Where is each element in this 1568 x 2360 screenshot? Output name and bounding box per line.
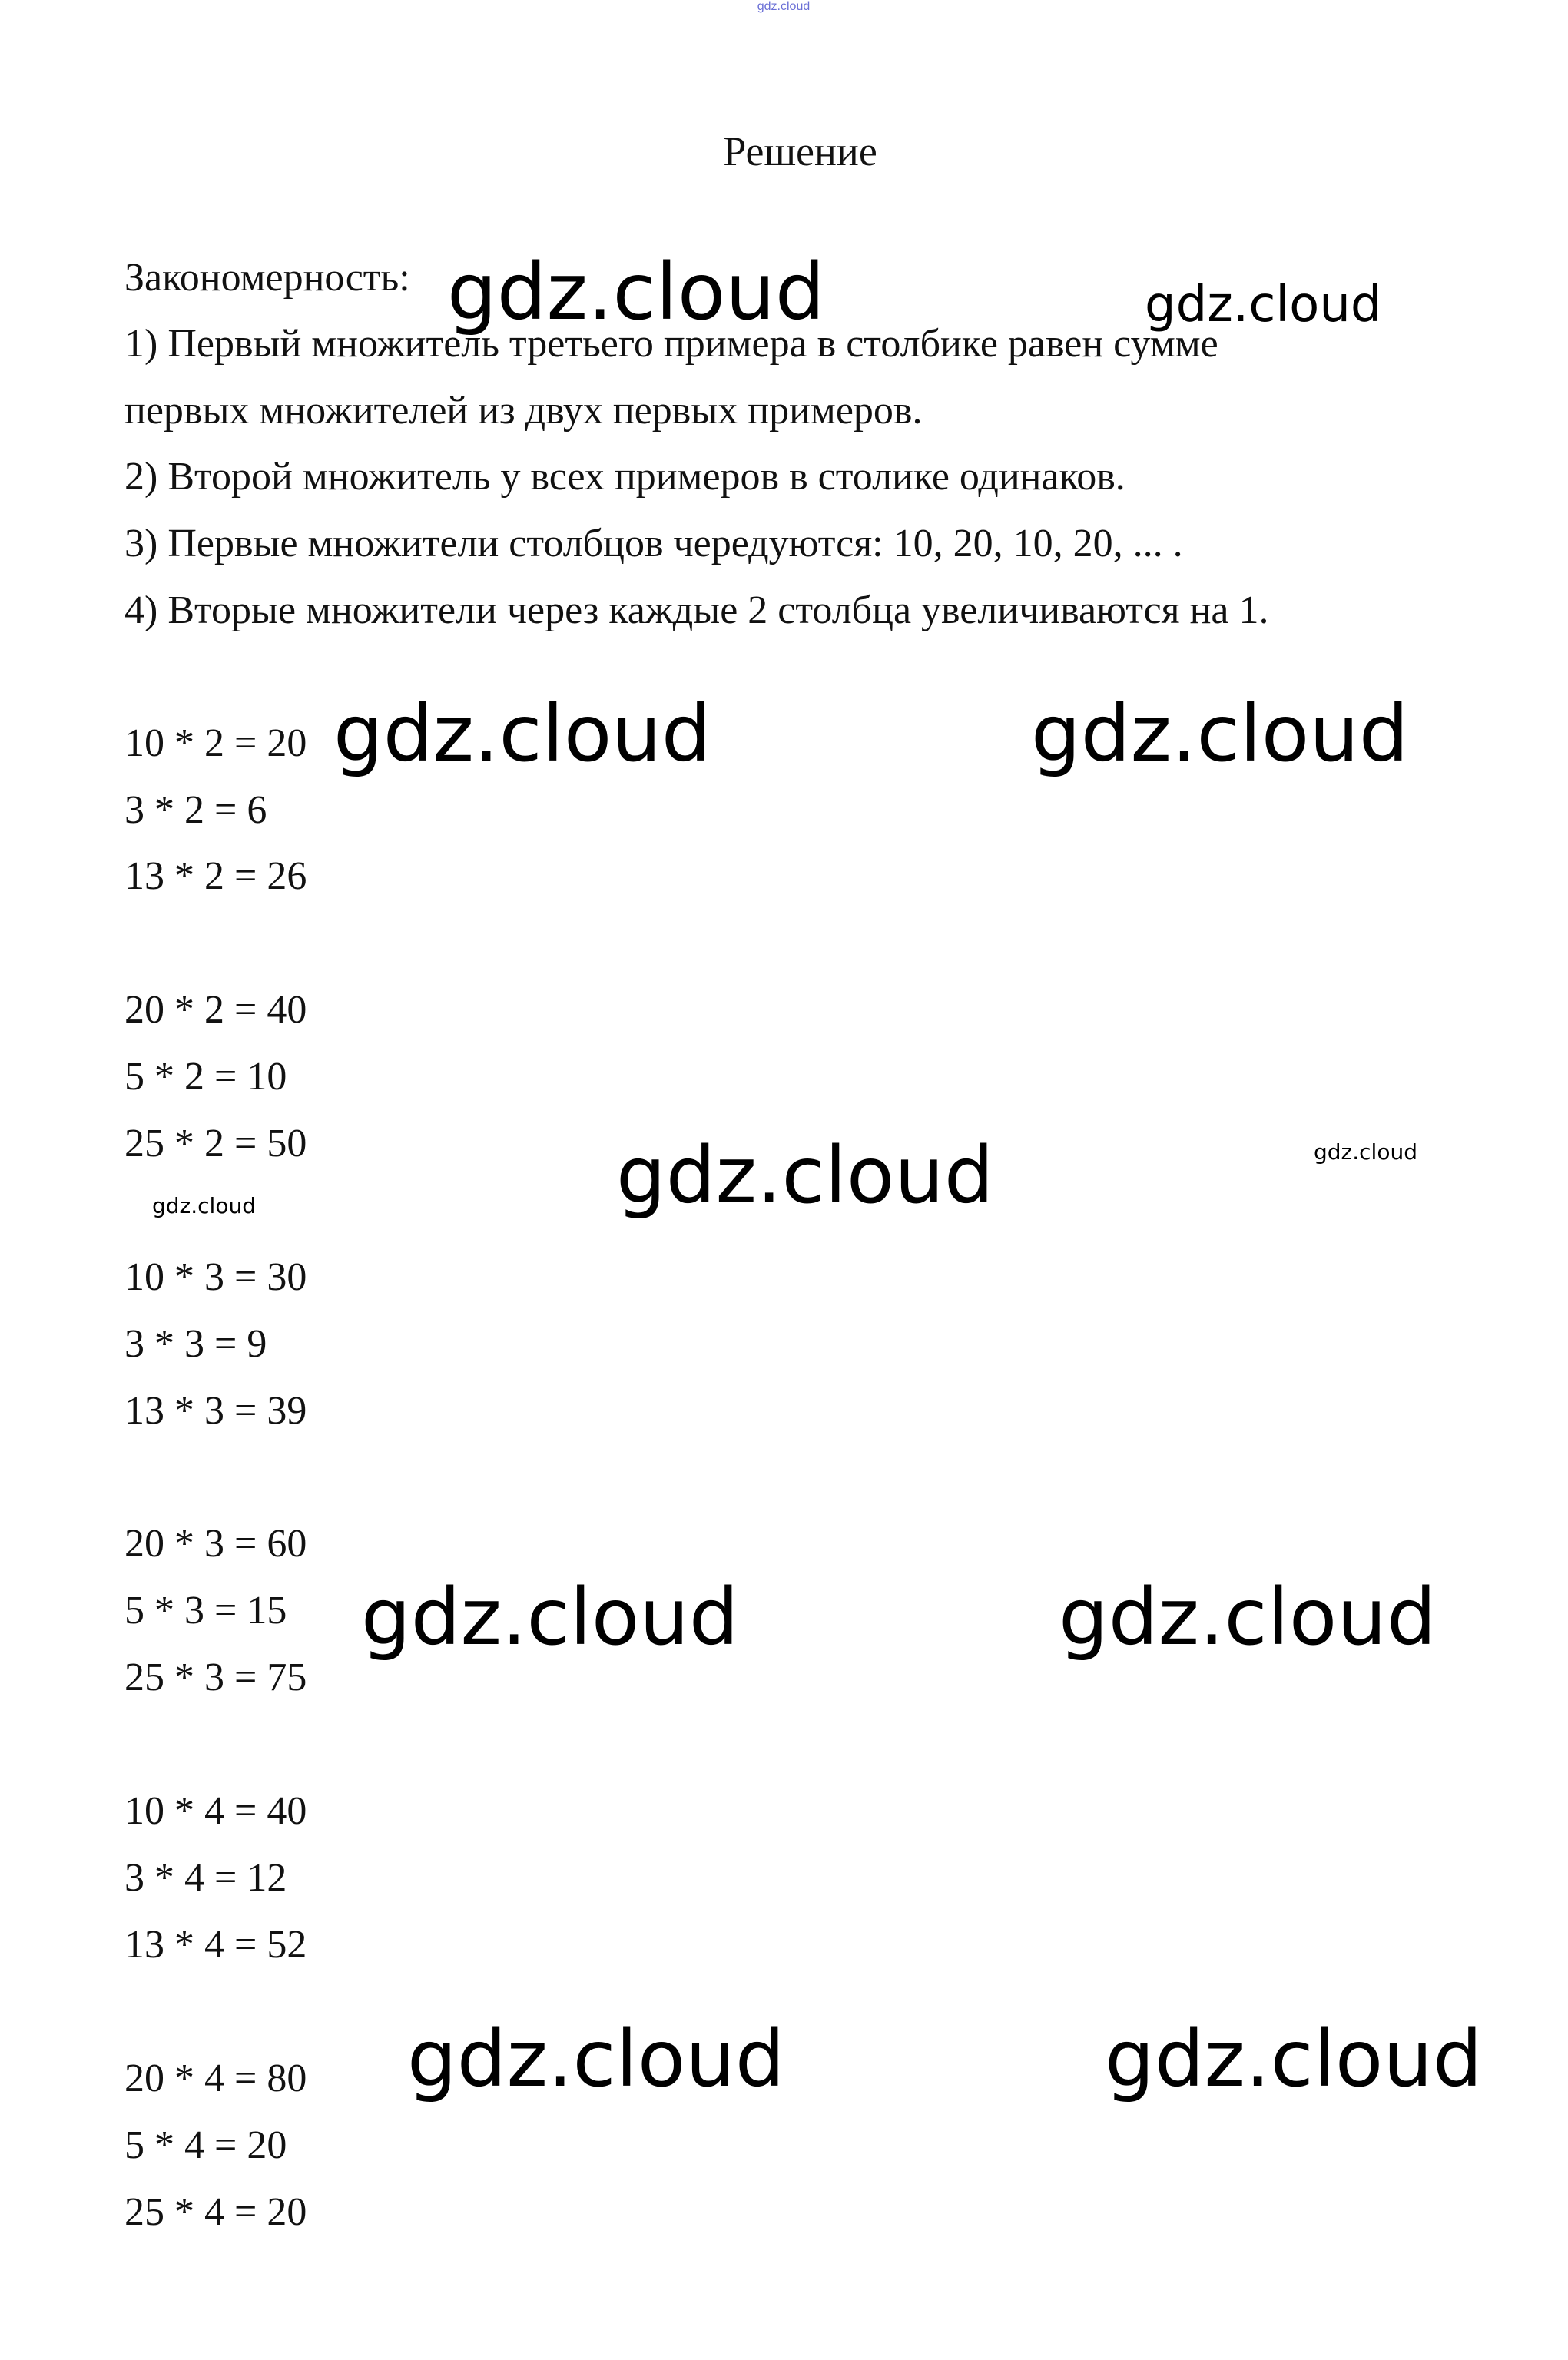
watermark: gdz.cloud [1031,688,1409,780]
example-line: 13 * 4 = 52 [124,1923,307,1967]
example-line: 10 * 3 = 30 [124,1255,307,1299]
watermark: gdz.cloud [1314,1139,1417,1165]
page-title: Решение [723,128,877,174]
example-line: 20 * 4 = 80 [124,2057,307,2100]
pattern-line-5: 4) Вторые множители через каждые 2 столбца увеличиваются на 1. [124,588,1269,632]
example-line: 3 * 3 = 9 [124,1322,267,1366]
example-line: 25 * 2 = 50 [124,1122,307,1165]
example-line: 5 * 4 = 20 [124,2123,287,2167]
example-line: 3 * 4 = 12 [124,1856,287,1900]
watermark: gdz.cloud [1059,1572,1437,1663]
pattern-line-4: 3) Первые множители столбцов чередуются: 10, 20, 10, 20, ... . [124,522,1183,565]
watermark: gdz.cloud [333,688,711,780]
example-line: 3 * 2 = 6 [124,788,267,832]
example-line: 25 * 4 = 20 [124,2190,307,2234]
example-line: 13 * 2 = 26 [124,854,307,898]
example-line: 5 * 3 = 15 [124,1589,287,1632]
watermark: gdz.cloud [1145,277,1382,333]
watermark: gdz.cloud [361,1572,739,1663]
example-line: 20 * 3 = 60 [124,1522,307,1566]
watermark: gdz.cloud [447,247,825,338]
example-line: 10 * 4 = 40 [124,1789,307,1833]
pattern-line-2: первых множителей из двух первых примеров. [124,389,923,433]
example-line: 25 * 3 = 75 [124,1656,307,1699]
example-line: 5 * 2 = 10 [124,1055,287,1099]
header-watermark: gdz.cloud [757,0,811,13]
example-line: 13 * 3 = 39 [124,1389,307,1433]
pattern-heading: Закономерность: [124,256,410,300]
watermark: gdz.cloud [616,1130,994,1221]
watermark: gdz.cloud [407,2014,785,2105]
example-line: 10 * 2 = 20 [124,721,307,765]
example-line: 20 * 2 = 40 [124,988,307,1032]
pattern-line-3: 2) Второй множитель у всех примеров в столике одинаков. [124,455,1125,499]
watermark: gdz.cloud [152,1193,256,1218]
pattern-line-1: 1) Первый множитель третьего примера в столбике равен сумме [124,322,1218,366]
watermark: gdz.cloud [1105,2014,1483,2105]
